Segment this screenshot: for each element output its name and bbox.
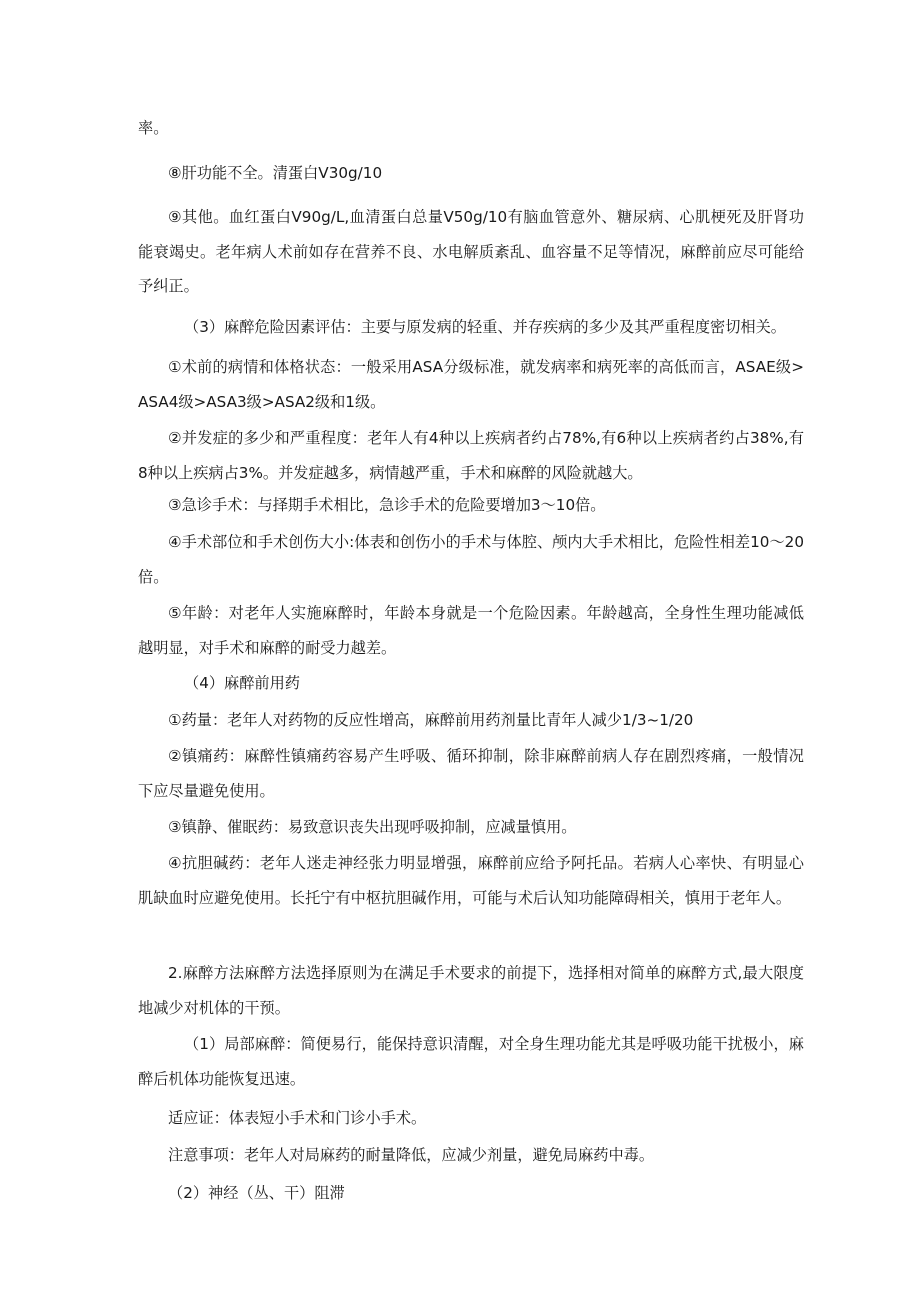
paragraph-6: ②并发症的多少和严重程度：老年人有4种以上疾病者约占78%,有6种以上疾病者约占38%,有8种以上疾病占3%。并发症越多，病情越严重，手术和麻醉的风险就越大。 — [138, 429, 804, 482]
paragraph-9: ⑤年龄：对老年人实施麻醉时，年龄本身就是一个危险因素。年龄越高，全身性生理功能减低越明显，对手术和麻醉的耐受力越差。 — [138, 604, 804, 657]
paragraph-4: （3）麻醉危险因素评估：主要与原发病的轻重、并存疾病的多少及其严重程度密切相关。 — [184, 318, 786, 336]
paragraph-5: ①术前的病情和体格状态：一般采用ASA分级标准，就发病率和病死率的高低而言，ASAE级>ASA4级>ASA3级>ASA2级和1级。 — [138, 358, 804, 411]
paragraph-10: （4）麻醉前用药 — [184, 674, 300, 692]
paragraph-13: ③镇静、催眠药：易致意识丧失出现呼吸抑制，应减量慎用。 — [168, 818, 577, 836]
paragraph-16: （1）局部麻醉：简便易行，能保持意识清醒，对全身生理功能尤其是呼吸功能干扰极小，麻醉后机体功能恢复迅速。 — [138, 1035, 804, 1088]
paragraph-8: ④手术部位和手术创伤大小:体表和创伤小的手术与体腔、颅内大手术相比，危险性相差10～20倍。 — [138, 533, 804, 586]
paragraph-3: ⑨其他。血红蛋白V90g/L,血清蛋白总量V50g/10有脑血管意外、糖尿病、心肌梗死及肝肾功能衰竭史。老年病人术前如存在营养不良、水电解质紊乱、血容量不足等情况，麻醉前应尽可能给予纠正。 — [138, 208, 804, 295]
paragraph-15: 2.麻醉方法麻醉方法选择原则为在满足手术要求的前提下，选择相对简单的麻醉方式,最大限度地减少对机体的干预。 — [138, 964, 804, 1017]
paragraph-18: 注意事项：老年人对局麻药的耐量降低，应减少剂量，避免局麻药中毒。 — [168, 1146, 654, 1164]
paragraph-12: ②镇痛药：麻醉性镇痛药容易产生呼吸、循环抑制，除非麻醉前病人存在剧烈疼痛，一般情况下应尽量避免使用。 — [138, 747, 804, 800]
paragraph-2: ⑧肝功能不全。清蛋白V30g/10 — [168, 164, 383, 182]
paragraph-1: 率。 — [138, 119, 169, 137]
paragraph-11: ①药量：老年人对药物的反应性增高，麻醉前用药剂量比青年人减少1/3~1/20 — [168, 711, 694, 729]
paragraph-19: （2）神经（丛、干）阻滞 — [168, 1184, 345, 1202]
paragraph-14: ④抗胆碱药：老年人迷走神经张力明显增强，麻醉前应给予阿托品。若病人心率快、有明显心肌缺血时应避免使用。长托宁有中枢抗胆碱作用，可能与术后认知功能障碍相关，慎用于老年人。 — [138, 854, 804, 907]
paragraph-17: 适应证：体表短小手术和门诊小手术。 — [168, 1109, 427, 1127]
paragraph-7: ③急诊手术：与择期手术相比，急诊手术的危险要增加3～10倍。 — [168, 496, 606, 514]
